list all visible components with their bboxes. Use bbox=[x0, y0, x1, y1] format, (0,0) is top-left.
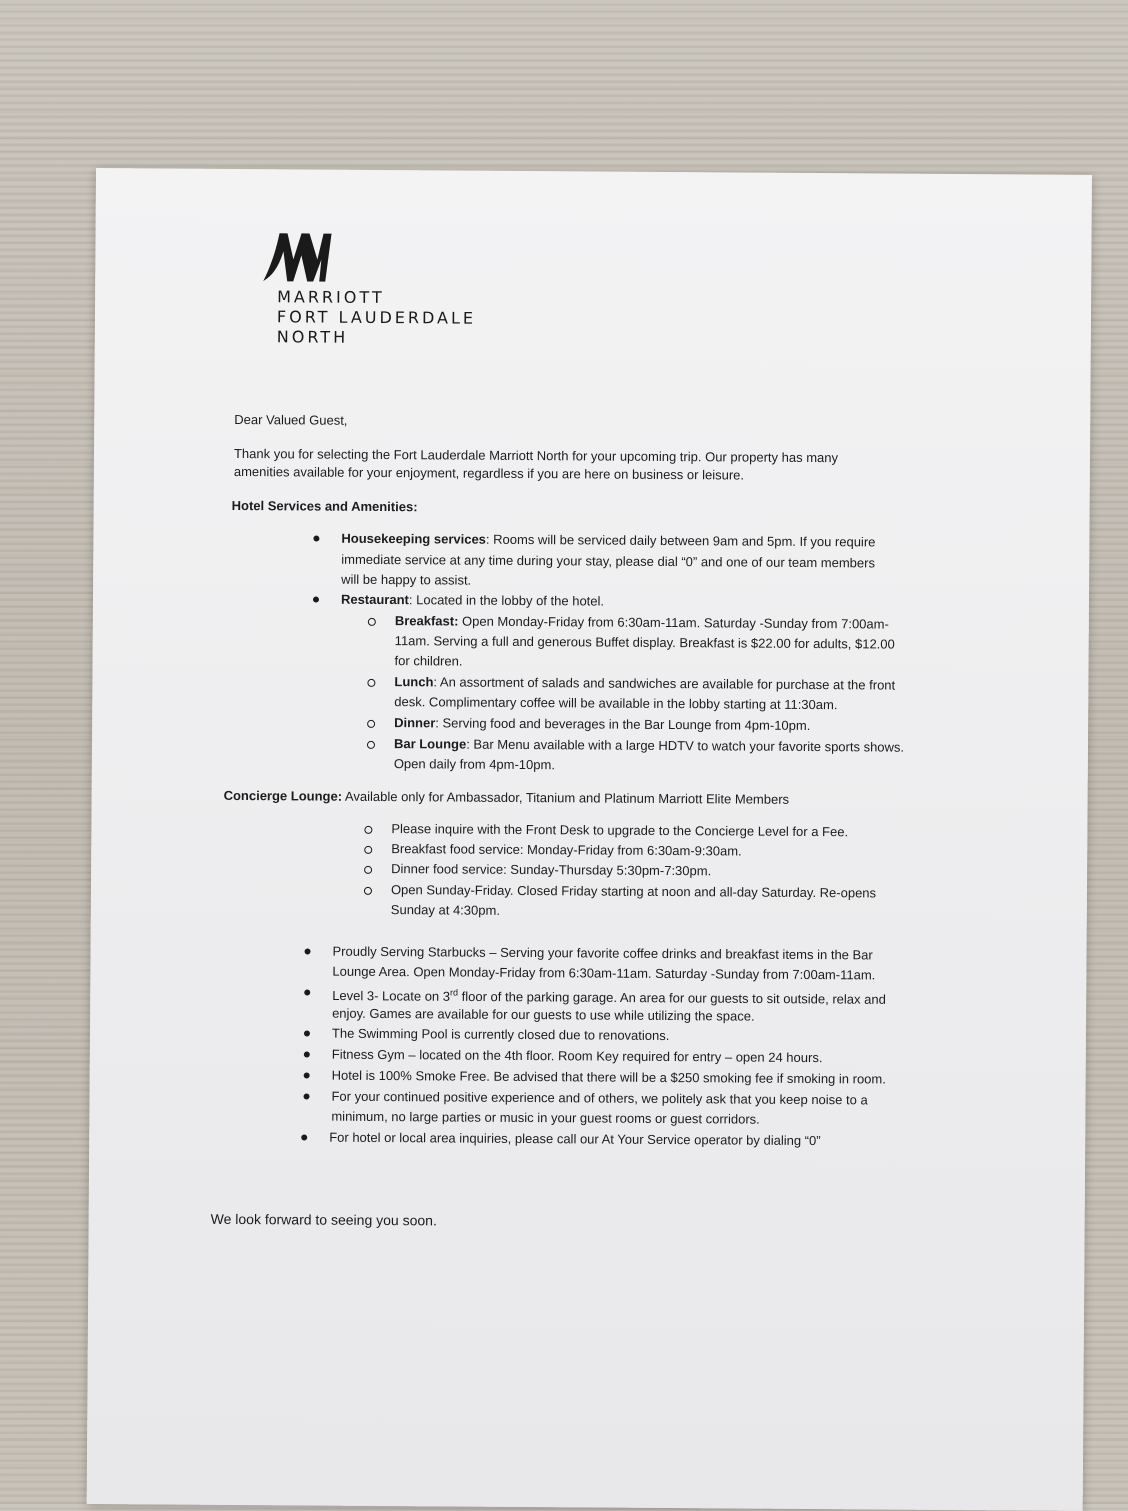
concierge-text: Available only for Ambassador, Titanium and Platinum Marriott Elite Members bbox=[342, 788, 790, 807]
breakfast-text-1: Open Monday-Friday from 6:30am-11am. Saturday -Sunday from 7:00am- bbox=[458, 613, 889, 632]
closing: We look forward to seeing you soon. bbox=[210, 1210, 437, 1229]
housekeeping-text-1: : Rooms will be serviced daily between 9am and 5pm. If you require bbox=[485, 531, 876, 550]
bullet-icon bbox=[313, 536, 319, 542]
level3-prefix: Level 3- Locate on 3 bbox=[332, 987, 451, 1004]
intro-line-1: Thank you for selecting the Fort Lauderdale Marriott North for your upcoming trip. Our property has many bbox=[233, 445, 839, 466]
sub-bullet-icon bbox=[367, 720, 375, 728]
concierge-item-2: Breakfast food service: Monday-Friday from 6:30am-9:30am. bbox=[391, 841, 742, 859]
intro-line-2: amenities available for your enjoyment, regardless if you are here on business or leisure. bbox=[233, 463, 745, 483]
bullet-icon bbox=[301, 1134, 307, 1140]
lunch-label: Lunch bbox=[394, 674, 434, 690]
lunch-line-2: desk. Complimentary coffee will be available in the lobby starting at 11:30am. bbox=[394, 694, 838, 713]
bullet-icon bbox=[304, 1072, 310, 1078]
lunch-text-1: : An assortment of salads and sandwiches are available for purchase at the front bbox=[433, 674, 896, 693]
bar-lounge-text-1: : Bar Menu available with a large HDTV to watch your favorite sports shows. bbox=[466, 736, 905, 755]
gym-line: Fitness Gym – located on the 4th floor. Room Key required for entry – open 24 hours. bbox=[331, 1046, 823, 1066]
concierge-label: Concierge Lounge: bbox=[223, 787, 343, 804]
bar-lounge-label: Bar Lounge bbox=[393, 736, 467, 752]
marriott-m-logo-icon bbox=[261, 229, 335, 284]
brand-line-1: MARRIOTT bbox=[277, 287, 385, 308]
smoke-line: Hotel is 100% Smoke Free. Be advised that there will be a $250 smoking fee if smoking in room. bbox=[331, 1067, 886, 1087]
bullet-icon bbox=[304, 989, 310, 995]
concierge-item-4-line-2: Sunday at 4:30pm. bbox=[390, 902, 501, 918]
breakfast-line-3: for children. bbox=[394, 653, 463, 669]
housekeeping-line-2: immediate service at any time during your stay, please dial “0” and one of our team members bbox=[341, 551, 876, 571]
greeting: Dear Valued Guest, bbox=[234, 411, 348, 428]
sub-bullet-icon bbox=[368, 618, 376, 626]
noise-line-1: For your continued positive experience and of others, we politely ask that you keep noise to a bbox=[331, 1088, 868, 1108]
sub-bullet-icon bbox=[364, 826, 372, 834]
concierge-line bbox=[224, 785, 790, 810]
sub-bullet-icon bbox=[367, 679, 375, 687]
sub-bullet-icon bbox=[364, 866, 372, 874]
bar-lounge-line-2: Open daily from 4pm-10pm. bbox=[393, 756, 556, 773]
letter-paper bbox=[87, 168, 1092, 1511]
housekeeping-line-3: will be happy to assist. bbox=[341, 571, 472, 588]
dinner-text: : Serving food and beverages in the Bar Lounge from 4pm-10pm. bbox=[435, 715, 811, 734]
sub-bullet-icon bbox=[364, 846, 372, 854]
sub-bullet-icon bbox=[367, 741, 375, 749]
inquiries-line: For hotel or local area inquiries, please call our At Your Service operator by dialing “0” bbox=[329, 1129, 821, 1149]
bullet-icon bbox=[304, 1051, 310, 1057]
concierge-item-3: Dinner food service: Sunday-Thursday 5:30pm-7:30pm. bbox=[391, 861, 712, 879]
concierge-item-1: Please inquire with the Front Desk to upgrade to the Concierge Level for a Fee. bbox=[391, 821, 849, 840]
brand-name bbox=[277, 287, 477, 348]
starbucks-line-1: Proudly Serving Starbucks – Serving your favorite coffee drinks and breakfast items in the Bar bbox=[332, 943, 873, 963]
services-heading: Hotel Services and Amenities: bbox=[231, 497, 418, 515]
breakfast-label: Breakfast: bbox=[394, 613, 459, 629]
brand-line-3: NORTH bbox=[276, 327, 349, 347]
bullet-icon bbox=[313, 597, 319, 603]
sub-bullet-icon bbox=[364, 887, 372, 895]
restaurant-label: Restaurant bbox=[340, 591, 409, 608]
starbucks-line-2: Lounge Area. Open Monday-Friday from 6:30am-11am. Saturday -Sunday from 7:00am-11am. bbox=[332, 963, 876, 983]
brand-line-2: FORT LAUDERDALE bbox=[276, 307, 477, 328]
concierge-item-4: Open Sunday-Friday. Closed Friday starting at noon and all-day Saturday. Re-opens bbox=[390, 882, 877, 901]
noise-line-2: minimum, no large parties or music in your guest rooms or guest corridors. bbox=[331, 1108, 760, 1127]
restaurant-text: : Located in the lobby of the hotel. bbox=[408, 592, 605, 609]
housekeeping-label: Housekeeping services bbox=[341, 530, 487, 547]
pool-line: The Swimming Pool is currently closed due to renovations. bbox=[331, 1025, 670, 1044]
level3-sup: rd bbox=[450, 987, 459, 998]
restaurant-line bbox=[341, 589, 604, 612]
bullet-icon bbox=[305, 948, 311, 954]
dinner-line bbox=[394, 712, 810, 736]
level3-rest: floor of the parking garage. An area for our guests to sit outside, relax and bbox=[458, 988, 886, 1007]
level3-line-2: enjoy. Games are available for our guests to use while utilizing the space. bbox=[332, 1005, 755, 1024]
dinner-label: Dinner bbox=[394, 715, 436, 731]
breakfast-line-2: 11am. Serving a full and generous Buffet display. Breakfast is $22.00 for adults, $12.00 bbox=[394, 633, 895, 652]
bullet-icon bbox=[304, 1093, 310, 1099]
bullet-icon bbox=[304, 1030, 310, 1036]
